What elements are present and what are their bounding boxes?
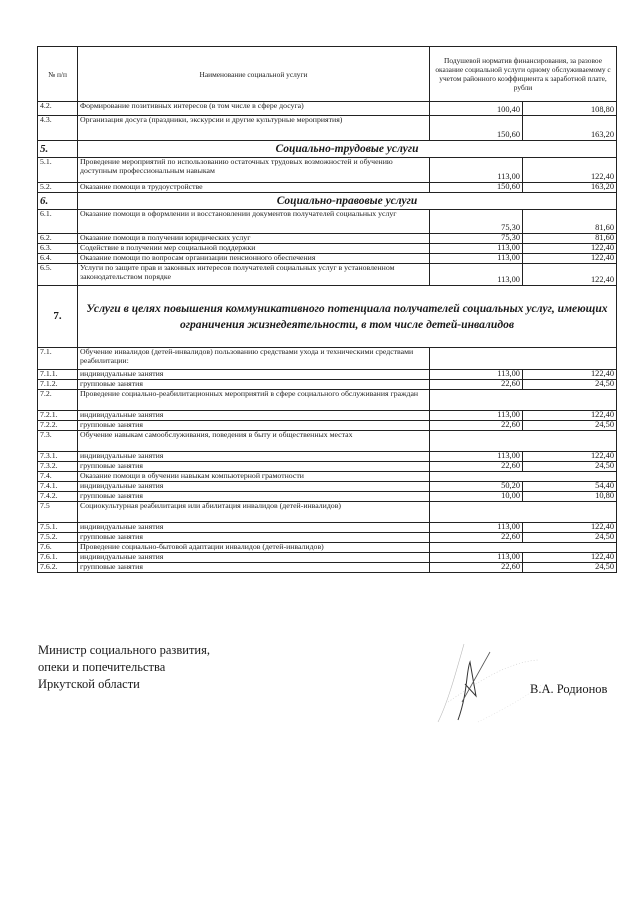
norm-value-2: 24,50 [523,563,617,573]
table-row [38,502,617,523]
service-name: Проведение социально-бытовой адаптации инвалидов (детей-инвалидов) [78,543,430,553]
service-name: групповые занятия [78,533,430,543]
service-name: индивидуальные занятия [78,523,430,533]
table-row [38,563,617,573]
section-row-7 [38,286,617,348]
row-number: 6.2. [38,234,78,244]
table-row [38,183,617,193]
table-row [38,421,617,431]
norm-value-1: 113,00 [430,264,523,286]
norm-value-2: 24,50 [523,380,617,390]
row-number: 6.1. [38,210,78,234]
table-row [38,210,617,234]
service-name: индивидуальные занятия [78,553,430,563]
service-name: индивидуальные занятия [78,370,430,380]
service-name: Социокультурная реабилитация или абилитация инвалидов (детей-инвалидов) [78,502,430,523]
row-number: 7.2.1. [38,411,78,421]
signatory-name: В.А. Родионов [530,682,608,696]
empty-value-cell [430,390,617,411]
row-number: 7.1. [38,348,78,370]
table-row [38,244,617,254]
table-row [38,472,617,482]
norm-value-2: 24,50 [523,462,617,472]
service-name: Обучение инвалидов (детей-инвалидов) пользованию средствами ухода и техническими средствами реабилитации: [78,348,430,370]
norm-value-2: 10,80 [523,492,617,502]
table-row [38,543,617,553]
table-row [38,254,617,264]
table-row [38,462,617,472]
norm-value-1: 113,00 [430,452,523,462]
row-number: 6.4. [38,254,78,264]
row-number: 4.2. [38,102,78,116]
norm-value-1: 150,60 [430,183,523,193]
norm-value-2: 108,80 [523,102,617,116]
norm-value-1: 113,00 [430,244,523,254]
norm-value-1: 22,60 [430,533,523,543]
service-name: индивидуальные занятия [78,411,430,421]
row-number: 7.4. [38,472,78,482]
row-number: 7.1.2. [38,380,78,390]
row-number: 7.2. [38,390,78,411]
norm-value-2: 122,40 [523,370,617,380]
norm-value-1: 113,00 [430,553,523,563]
norm-value-1: 22,60 [430,563,523,573]
table-row [38,431,617,452]
row-number: 6.5. [38,264,78,286]
section-row-6 [38,193,617,210]
table-row [38,411,617,421]
table-row [38,102,617,116]
norm-value-2: 24,50 [523,533,617,543]
signatory-line: Министр социального развития, [38,643,210,657]
norm-value-1: 113,00 [430,254,523,264]
row-number: 7.3.1. [38,452,78,462]
service-name: Содействие в получении мер социальной поддержки [78,244,430,254]
service-name: Организация досуга (праздники, экскурсии и другие культурные мероприятия) [78,116,430,141]
section-title: Социально-трудовые услуги [78,141,617,158]
norm-value-1: 22,60 [430,462,523,472]
norm-value-1: 75,30 [430,234,523,244]
section-num: 7. [38,286,78,348]
norm-value-1: 22,60 [430,380,523,390]
service-name: групповые занятия [78,462,430,472]
norm-value-2: 122,40 [523,254,617,264]
table-row [38,482,617,492]
section-title: Услуги в целях повышения коммуникативного потенциала получателей социальных услуг, имеющих ограничения жизнедеятельности, в том числе детей-инвалидов [78,286,617,348]
row-number: 5.2. [38,183,78,193]
norm-value-2: 163,20 [523,183,617,193]
norm-value-2: 122,40 [523,553,617,563]
service-name: Оказание помощи по вопросам организации пенсионного обеспечения [78,254,430,264]
section-num: 6. [38,193,78,210]
norm-value-2: 81,60 [523,210,617,234]
norm-value-1: 150,60 [430,116,523,141]
norm-value-1: 113,00 [430,411,523,421]
row-number: 7.3. [38,431,78,452]
row-number: 7.5 [38,502,78,523]
service-name: Оказание помощи в получении юридических услуг [78,234,430,244]
empty-value-cell [430,502,617,523]
norm-value-1: 113,00 [430,523,523,533]
empty-value-cell [430,431,617,452]
service-name: индивидуальные занятия [78,482,430,492]
header-name: Наименование социальной услуги [78,47,430,102]
section-title: Социально-правовые услуги [78,193,617,210]
service-name: Обучение навыкам самообслуживания, поведения в быту и общественных местах [78,431,430,452]
norm-value-2: 81,60 [523,234,617,244]
service-name: Оказание помощи в оформлении и восстановлении документов получателей социальных услуг [78,210,430,234]
row-number: 4.3. [38,116,78,141]
norm-value-1: 50,20 [430,482,523,492]
table-row [38,370,617,380]
signatory-title [38,642,210,693]
table-row [38,390,617,411]
row-number: 6.3. [38,244,78,254]
norm-value-2: 122,40 [523,264,617,286]
norm-value-2: 24,50 [523,421,617,431]
empty-value-cell [430,472,617,482]
section-row-5 [38,141,617,158]
tariff-table-wrap [37,46,616,573]
row-number: 7.6.2. [38,563,78,573]
table-row [38,523,617,533]
table-row [38,553,617,563]
service-name: групповые занятия [78,380,430,390]
norm-value-1: 75,30 [430,210,523,234]
row-number: 7.3.2. [38,462,78,472]
row-number: 7.6.1. [38,553,78,563]
norm-value-1: 113,00 [430,158,523,183]
empty-value-cell [430,543,617,553]
table-row [38,264,617,286]
norm-value-1: 113,00 [430,370,523,380]
row-number: 7.5.1. [38,523,78,533]
row-number: 7.5.2. [38,533,78,543]
table-header-row [38,47,617,102]
norm-value-2: 122,40 [523,411,617,421]
table-row [38,348,617,370]
norm-value-1: 22,60 [430,421,523,431]
norm-value-1: 100,40 [430,102,523,116]
service-name: Услуги по защите прав и законных интересов получателей социальных услуг в установленном законодательством порядке [78,264,430,286]
row-number: 7.2.2. [38,421,78,431]
signatory-line: Иркутской области [38,677,140,691]
row-number: 7.6. [38,543,78,553]
table-row [38,234,617,244]
service-name: групповые занятия [78,563,430,573]
signatory-line: опеки и попечительства [38,660,166,674]
norm-value-2: 163,20 [523,116,617,141]
section-num: 5. [38,141,78,158]
header-num: № п/п [38,47,78,102]
row-number: 7.4.1. [38,482,78,492]
table-row [38,452,617,462]
norm-value-2: 122,40 [523,523,617,533]
table-row [38,116,617,141]
norm-value-1: 10,00 [430,492,523,502]
norm-value-2: 122,40 [523,158,617,183]
service-name: групповые занятия [78,421,430,431]
table-row [38,533,617,543]
row-number: 7.4.2. [38,492,78,502]
empty-value-cell [430,348,617,370]
row-number: 5.1. [38,158,78,183]
service-name: Проведение социально-реабилитационных мероприятий в сфере социального обслуживания граждан [78,390,430,411]
tariff-table [37,46,617,573]
norm-value-2: 122,40 [523,244,617,254]
table-row [38,492,617,502]
row-number: 7.1.1. [38,370,78,380]
table-row [38,380,617,390]
service-name: групповые занятия [78,492,430,502]
service-name: Оказание помощи в трудоустройстве [78,183,430,193]
norm-value-2: 54,40 [523,482,617,492]
norm-value-2: 122,40 [523,452,617,462]
header-norm: Подушевой норматив финансирования, за разовое оказание социальной услуги одному обслуживаемому с учетом районного коэффициента к заработной плате, рубли [430,47,617,102]
service-name: Формирование позитивных интересов (в том числе в сфере досуга) [78,102,430,116]
service-name: Проведение мероприятий по использованию остаточных трудовых возможностей и обучению доступным профессиональным навыкам [78,158,430,183]
service-name: индивидуальные занятия [78,452,430,462]
table-row [38,158,617,183]
service-name: Оказание помощи в обучении навыкам компьютерной грамотности [78,472,430,482]
